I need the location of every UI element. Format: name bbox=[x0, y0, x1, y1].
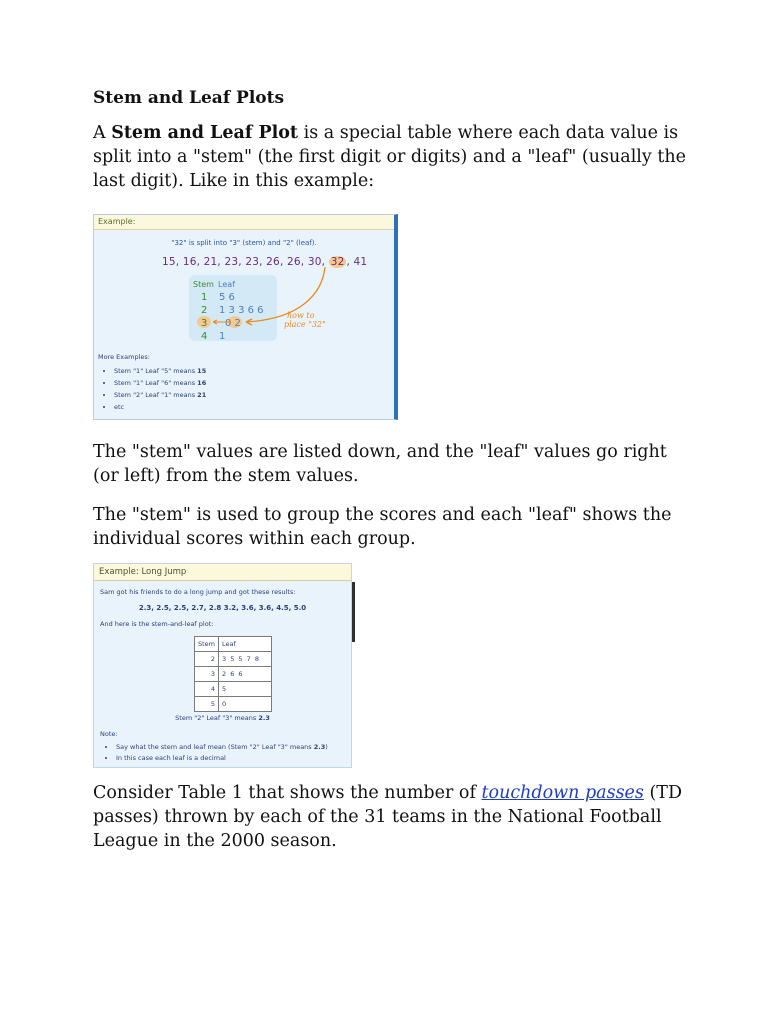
stem-value: 1 bbox=[201, 292, 208, 303]
example-intro-text: Sam got his friends to do a long jump and got these results: bbox=[100, 588, 296, 596]
consider-table-paragraph bbox=[93, 781, 693, 853]
note-label: Note: bbox=[100, 730, 118, 738]
data-values-after: , 41 bbox=[346, 256, 368, 268]
more-examples-list bbox=[106, 365, 206, 413]
list-item bbox=[114, 401, 206, 413]
note-text: In this case each leaf is a decimal bbox=[116, 754, 226, 762]
example-value: 21 bbox=[197, 391, 207, 399]
note-end: ) bbox=[325, 743, 328, 751]
table-header-row bbox=[195, 637, 272, 652]
highlighted-value: 32 bbox=[330, 256, 345, 268]
means-value: 2.3 bbox=[258, 714, 270, 722]
leaf-values: 5 6 bbox=[219, 292, 235, 303]
stem-cell: 4 bbox=[195, 682, 219, 697]
means-caption bbox=[94, 714, 351, 722]
stem-leaf-example-figure bbox=[93, 214, 398, 420]
table-row bbox=[195, 697, 272, 712]
example-label: Example: bbox=[94, 215, 394, 230]
example-label: Example: Long Jump bbox=[94, 564, 351, 581]
list-item bbox=[114, 365, 206, 377]
means-text: Stem "2" Leaf "3" means bbox=[175, 714, 259, 722]
stem-value: 4 bbox=[201, 331, 208, 342]
leaf-cell: 5 bbox=[219, 682, 272, 697]
para4-text-before: Consider Table 1 that shows the number of bbox=[93, 783, 482, 803]
leaf-values: 1 3 3 6 6 bbox=[219, 305, 264, 316]
page-title: Stem and Leaf Plots bbox=[93, 88, 285, 108]
touchdown-passes-link[interactable]: touchdown passes bbox=[481, 783, 644, 803]
example-value: 16 bbox=[197, 379, 207, 387]
stem-leaf-direction-paragraph: The "stem" values are listed down, and the "leaf" values go right (or left) from the stem values. bbox=[93, 442, 667, 486]
stem-value: 2 bbox=[201, 305, 208, 316]
note-bold: 2.3 bbox=[313, 743, 326, 751]
intro-text-before: A bbox=[93, 123, 112, 143]
table-header: Leaf bbox=[219, 637, 272, 652]
intro-bold-term: Stem and Leaf Plot bbox=[111, 123, 299, 143]
data-values-before: 15, 16, 21, 23, 23, 26, 26, 30, bbox=[162, 256, 329, 268]
list-item bbox=[116, 742, 328, 753]
intro-paragraph bbox=[93, 121, 693, 193]
long-jump-example-figure bbox=[93, 563, 352, 768]
more-examples-label: More Examples: bbox=[98, 353, 150, 361]
example-text: Stem "1" Leaf "6" means bbox=[114, 379, 198, 387]
example-text: Stem "2" Leaf "1" means bbox=[114, 391, 198, 399]
leaf-values: 1 bbox=[219, 331, 226, 342]
table-row bbox=[195, 652, 272, 667]
leaf-header: Leaf bbox=[218, 280, 235, 289]
stem-cell: 2 bbox=[195, 652, 219, 667]
list-item bbox=[114, 377, 206, 389]
leaf-cell: 3 5 5 7 8 bbox=[219, 652, 272, 667]
split-explanation: "32" is split into "3" (stem) and "2" (leaf). bbox=[171, 239, 317, 247]
para4-text-after: (TD passes) thrown by each of the 31 teams in the National Football League in the 2000 season. bbox=[93, 783, 682, 851]
table-row bbox=[195, 682, 272, 697]
stem-group-paragraph: The "stem" is used to group the scores and each "leaf" shows the individual scores within each group. bbox=[93, 505, 672, 549]
stem-leaf-table bbox=[194, 636, 272, 712]
list-item bbox=[116, 753, 328, 764]
note-list bbox=[108, 742, 328, 764]
note-text: Say what the stem and leaf mean (Stem "2" Leaf "3" means bbox=[116, 743, 314, 751]
intro-text-after: is a special table where each data value is split into a "stem" (the first digit or digits) and a "leaf" (usually the last digit). Like in this example: bbox=[93, 123, 686, 191]
example-plot-caption: And here is the stem-and-leaf plot: bbox=[100, 620, 214, 628]
table-row bbox=[195, 667, 272, 682]
leaf-cell: 2 6 6 bbox=[219, 667, 272, 682]
leaf-values: 0 2 bbox=[225, 318, 241, 329]
table-header: Stem bbox=[195, 637, 219, 652]
example-values: 2.3, 2.5, 2.5, 2.7, 2.8 3.2, 3.6, 3.6, 4.5, 5.0 bbox=[138, 604, 307, 612]
stem-value: 3 bbox=[201, 318, 208, 329]
stem-header: Stem bbox=[193, 280, 214, 289]
leaf-cell: 0 bbox=[219, 697, 272, 712]
example-text: Stem "1" Leaf "5" means bbox=[114, 367, 198, 375]
scrollbar[interactable] bbox=[352, 582, 355, 642]
stem-cell: 5 bbox=[195, 697, 219, 712]
list-item bbox=[114, 389, 206, 401]
stem-cell: 3 bbox=[195, 667, 219, 682]
annotation-place: place "32" bbox=[284, 320, 326, 329]
example-value: 15 bbox=[197, 367, 207, 375]
annotation-how-to: how to bbox=[287, 311, 315, 320]
example-text: etc bbox=[114, 403, 125, 411]
